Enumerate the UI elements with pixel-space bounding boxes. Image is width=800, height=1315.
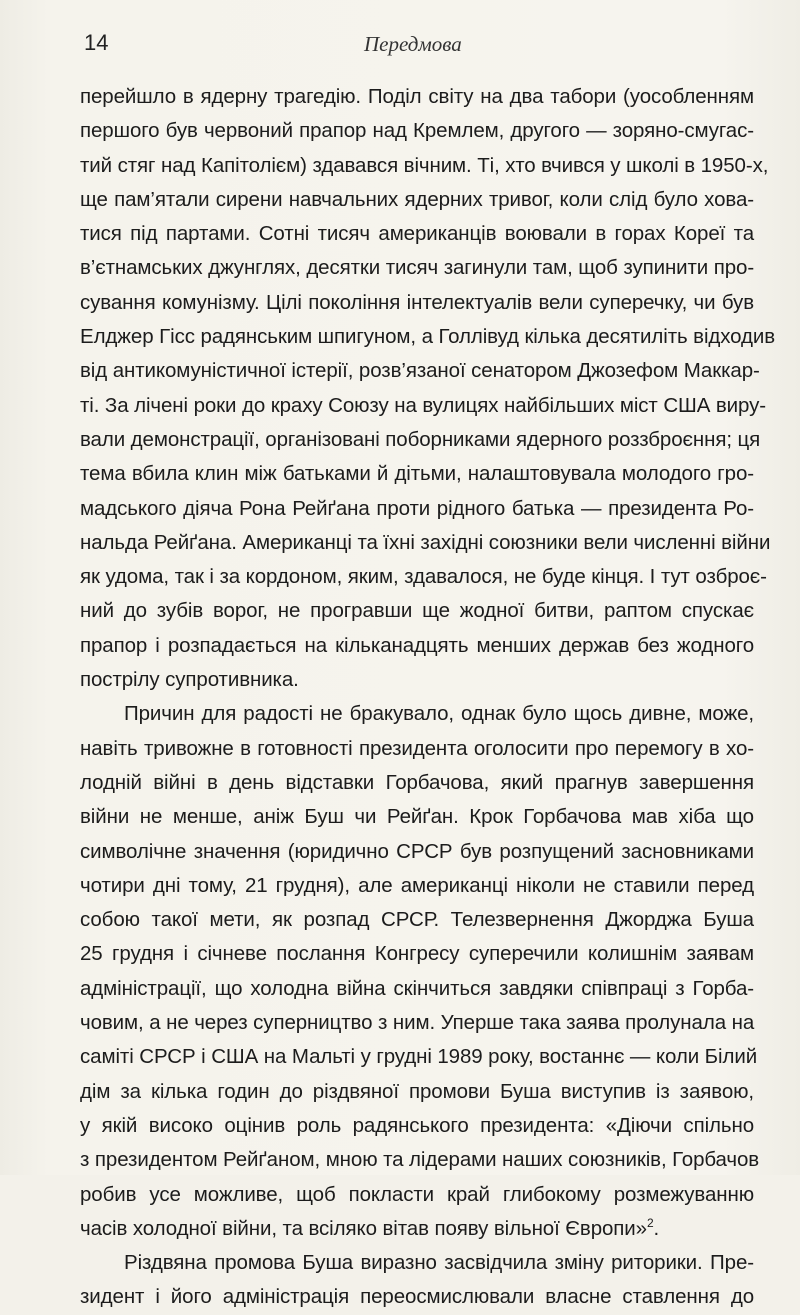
text-line: з президентом Рейґаном, мною та лідерами наших союзників, Горбачов [80,1148,760,1172]
text-line: ний до зубів ворог, не програвши ще жодної битви, раптом спускає [80,599,754,623]
footnote-reference: 2 [646,1215,654,1230]
text-line: першого був червоний прапор над Кремлем, другого — зоряно-смугас- [80,119,754,143]
section-title: Передмова [364,32,462,56]
text-line: пострілу супротивника. [80,668,299,692]
text-line: нальда Рейґана. Американці та їхні західні союзники вели численні війни [80,530,771,554]
text-line: робив усе можливе, щоб покласти край глибокому розмежуванню [80,1182,754,1206]
text-line: Різдвяна промова Буша виразно засвідчила зміну риторики. Пре- [124,1251,754,1275]
text-line: символічне значення (юридично СРСР був розпущений засновниками [80,839,754,863]
text-line-content: часів холодної війни, та всіляко вітав появу вільної Європи» [80,1216,647,1240]
text-line: від антикомуністичної істерії, розв’язаної сенатором Джозефом Маккар- [80,359,760,383]
text-line: собою такої мети, як розпад СРСР. Телезвернення Джорджа Буша [80,908,754,932]
text-line: вали демонстрації, організовані поборниками ядерного роззброєння; ця [80,427,761,451]
text-line: 25 грудня і січневе послання Конгресу суперечили колишнім заявам [80,942,754,966]
text-line: саміті СРСР і США на Мальті у грудні 1989 року, востаннє — коли Білий [80,1045,758,1069]
text-line: війни не менше, аніж Буш чи Рейґан. Крок Горбачова мав хіба що [80,805,754,829]
text-line: перейшло в ядерну трагедію. Поділ світу на два табори (уособленням [80,85,754,108]
text-line: адміністрації, що холодна війна скінчиться завдяки співпраці з Горба- [80,976,754,1000]
text-line: лодній війні в день відставки Горбачова, який прагнув завершення [80,770,754,794]
text-line: як удома, так і за кордоном, яким, здавалося, не буде кінця. І тут озброє- [80,565,767,589]
text-line: ще пам’ятали сирени навчальних ядерних тривог, коли слід було хова- [80,187,754,211]
body-text [80,80,776,1315]
text-line: зидент і його адміністрація переосмислювали власне ставлення до [80,1285,754,1309]
text-line: Елджер Гісс радянським шпигуном, а Голлівуд кілька десятиліть відходив [80,325,776,349]
text-line: навіть тривожне в готовності президента оголосити про перемогу в хо- [80,736,754,760]
text-line: дім за кілька годин до різдвяної промови Буша виступив із заявою, [80,1079,754,1103]
text-line: прапор і розпадається на кільканадцять менших держав без жодного [80,633,754,657]
text-line: у якій високо оцінив роль радянського президента: «Діючи спільно [80,1113,754,1137]
text-line: тися під партами. Сотні тисяч американців воювали в горах Кореї та [80,222,754,246]
text-line: чотири дні тому, 21 грудня), але американці ніколи не ставили перед [80,873,754,897]
text-line: тема вбила клин між батьками й дітьми, налаштовувала молодого гро- [80,462,754,486]
text-line: мадського діяча Рона Рейґана проти рідного батька — президента Ро- [80,496,754,520]
text-line: в’єтнамських джунглях, десятки тисяч загинули там, щоб зупинити про- [80,256,755,280]
text-line: тий стяг над Капітолієм) здавався вічним. Ті, хто вчився у школі в 1950-х, [80,153,769,177]
page-number: 14 [84,30,109,55]
text-line: човим, а не через суперництво з ним. Уперше така заява пролунала на [80,1011,755,1035]
running-head [0,26,800,60]
text-line: сування комунізму. Цілі покоління інтелектуалів вели суперечку, чи був [80,290,754,314]
text-line: Причин для радості не бракувало, однак було щось дивне, може, [124,702,754,726]
text-line: ті. За лічені роки до краху Союзу на вулицях найбільших міст США виру- [80,393,766,417]
text-line: часів холодної війни, та всіляко вітав появу вільної Європи»$^2$. [80,1215,660,1240]
